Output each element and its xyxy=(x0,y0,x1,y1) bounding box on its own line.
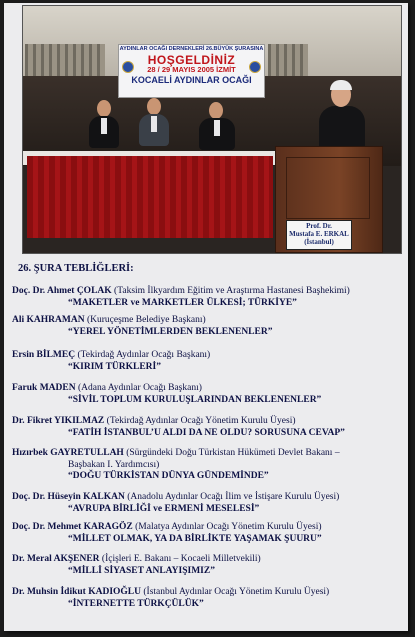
paper-entry-3 xyxy=(12,350,404,373)
paper-entry-1 xyxy=(12,286,404,309)
speaker-nameplate xyxy=(286,220,352,250)
welcome-banner xyxy=(118,44,265,98)
paper-topic: “KIRIM TÜRKLERİ” xyxy=(68,361,161,372)
author-name: Dr. Fikret YIKILMAZ xyxy=(12,416,105,426)
document-page xyxy=(4,3,408,631)
author-affiliation: (İçişleri E. Bakanı – Kocaeli Milletvekili) xyxy=(99,554,261,564)
paper-entry-2 xyxy=(12,315,404,338)
paper-topic: “MAKETLER ve MARKETLER ÜLKESİ; TÜRKİYE” xyxy=(68,297,297,308)
panelist-2-shirt xyxy=(151,116,157,132)
entry-name-line xyxy=(12,383,404,395)
paper-topic: “İNTERNETTE TÜRKÇÜLÜK” xyxy=(68,598,204,609)
author-name: Ali KAHRAMAN xyxy=(12,315,85,325)
nameplate-line-1: Prof. Dr. xyxy=(306,222,332,230)
author-name: Dr. Meral AKŞENER xyxy=(12,554,100,564)
paper-entry-10 xyxy=(12,587,404,610)
paper-topic: “DOĞU TÜRKİSTAN DÜNYA GÜNDEMİNDE” xyxy=(68,471,269,482)
paper-entry-5 xyxy=(12,416,404,439)
author-affiliation: (Malatya Aydınlar Ocağı Yönetim Kurulu Üyesi) xyxy=(132,522,322,532)
author-affiliation: (Kuruçeşme Belediye Başkanı) xyxy=(84,315,206,325)
paper-entry-4 xyxy=(12,383,404,406)
banner-logo-left xyxy=(122,61,134,73)
author-affiliation: (Sürgündeki Doğu Türkistan Hükümeti Devlet Bakanı – xyxy=(123,448,340,458)
paper-entry-6 xyxy=(12,448,404,483)
author-affiliation: (İstanbul Aydınlar Ocağı Yönetim Kurulu Üyesi) xyxy=(141,587,330,597)
author-affiliation: (Tekirdağ Aydınlar Ocağı Başkanı) xyxy=(75,350,211,360)
author-affiliation: (Adana Aydınlar Ocağı Başkanı) xyxy=(75,383,202,393)
nameplate-line-2: Mustafa E. ERKAL xyxy=(289,230,349,239)
paper-topic: “SİVİL TOPLUM KURULUŞLARINDAN BEKLENENLER” xyxy=(68,394,322,405)
paper-topic: “FATİH İSTANBUL’U ALDI DA NE OLDU? SORUSUNA CEVAP” xyxy=(68,427,345,438)
entry-name-line xyxy=(12,448,404,460)
entry-name-line xyxy=(12,350,404,362)
entry-name-line xyxy=(12,587,404,599)
banner-line-2: HOŞGELDİNİZ xyxy=(147,52,236,67)
author-name: Doç. Dr. Ahmet ÇOLAK xyxy=(12,286,112,296)
panelist-3-head xyxy=(209,102,223,119)
author-name: Faruk MADEN xyxy=(12,383,76,393)
paper-topic: “MİLLET OLMAK, YA DA BİRLİKTE YAŞAMAK ŞUURU” xyxy=(68,533,322,544)
paper-topic: “AVRUPA BİRLİĞİ ve ERMENİ MESELESİ” xyxy=(68,503,260,514)
panelist-3-shirt xyxy=(214,120,220,136)
author-affiliation: (Anadolu Aydınlar Ocağı İlim ve İstişare Kurulu Üyesi) xyxy=(124,492,340,502)
speaker-body xyxy=(319,106,365,150)
author-affiliation: (Taksim İlkyardım Eğitim ve Araştırma Hastanesi Başhekimi) xyxy=(111,286,350,296)
entry-name-line xyxy=(12,492,404,504)
podium-panel xyxy=(286,157,370,219)
paper-entry-7 xyxy=(12,492,404,515)
section-title: 26. ŞURA TEBLİĞLERİ: xyxy=(18,263,134,274)
entry-name-line xyxy=(12,522,404,534)
entry-name-line xyxy=(12,416,404,428)
conference-photo xyxy=(22,5,402,254)
paper-entry-8 xyxy=(12,522,404,545)
entry-name-line xyxy=(12,315,404,327)
author-affiliation: (Tekirdağ Aydınlar Ocağı Yönetim Kurulu Üyesi) xyxy=(104,416,296,426)
banner-line-1: AYDINLAR OCAĞI DERNEKLERİ 26.BÜYÜK ŞURASINA xyxy=(119,46,264,52)
entry-name-line xyxy=(12,286,404,298)
nameplate-line-3: (İstanbul) xyxy=(304,238,334,247)
panelist-1-head xyxy=(97,100,111,117)
banner-line-3: 28 / 29 MAYIS 2005 İZMİT xyxy=(147,65,236,75)
draped-table xyxy=(27,156,273,238)
author-name: Doç. Dr. Mehmet KARAGÖZ xyxy=(12,522,133,532)
author-name: Doç. Dr. Hüseyin KALKAN xyxy=(12,492,125,502)
author-affiliation-cont: Başbakan I. Yardımcısı) xyxy=(68,459,160,470)
banner-logo-right xyxy=(249,61,261,73)
paper-topic: “MİLLİ SİYASET ANLAYIŞIMIZ” xyxy=(68,565,215,576)
paper-entry-9 xyxy=(12,554,404,577)
panelist-1-shirt xyxy=(101,118,107,134)
banner-line-4: KOCAELİ AYDINLAR OCAĞI xyxy=(131,75,252,86)
author-name: Hızırbek GAYRETULLAH xyxy=(12,448,124,458)
author-name: Dr. Muhsin İdikut KADIOĞLU xyxy=(12,587,141,597)
panelist-2-head xyxy=(147,98,161,115)
entry-name-line xyxy=(12,554,404,566)
author-name: Ersin BİLMEÇ xyxy=(12,350,76,360)
paper-topic: “YEREL YÖNETİMLERDEN BEKLENENLER” xyxy=(68,326,273,337)
